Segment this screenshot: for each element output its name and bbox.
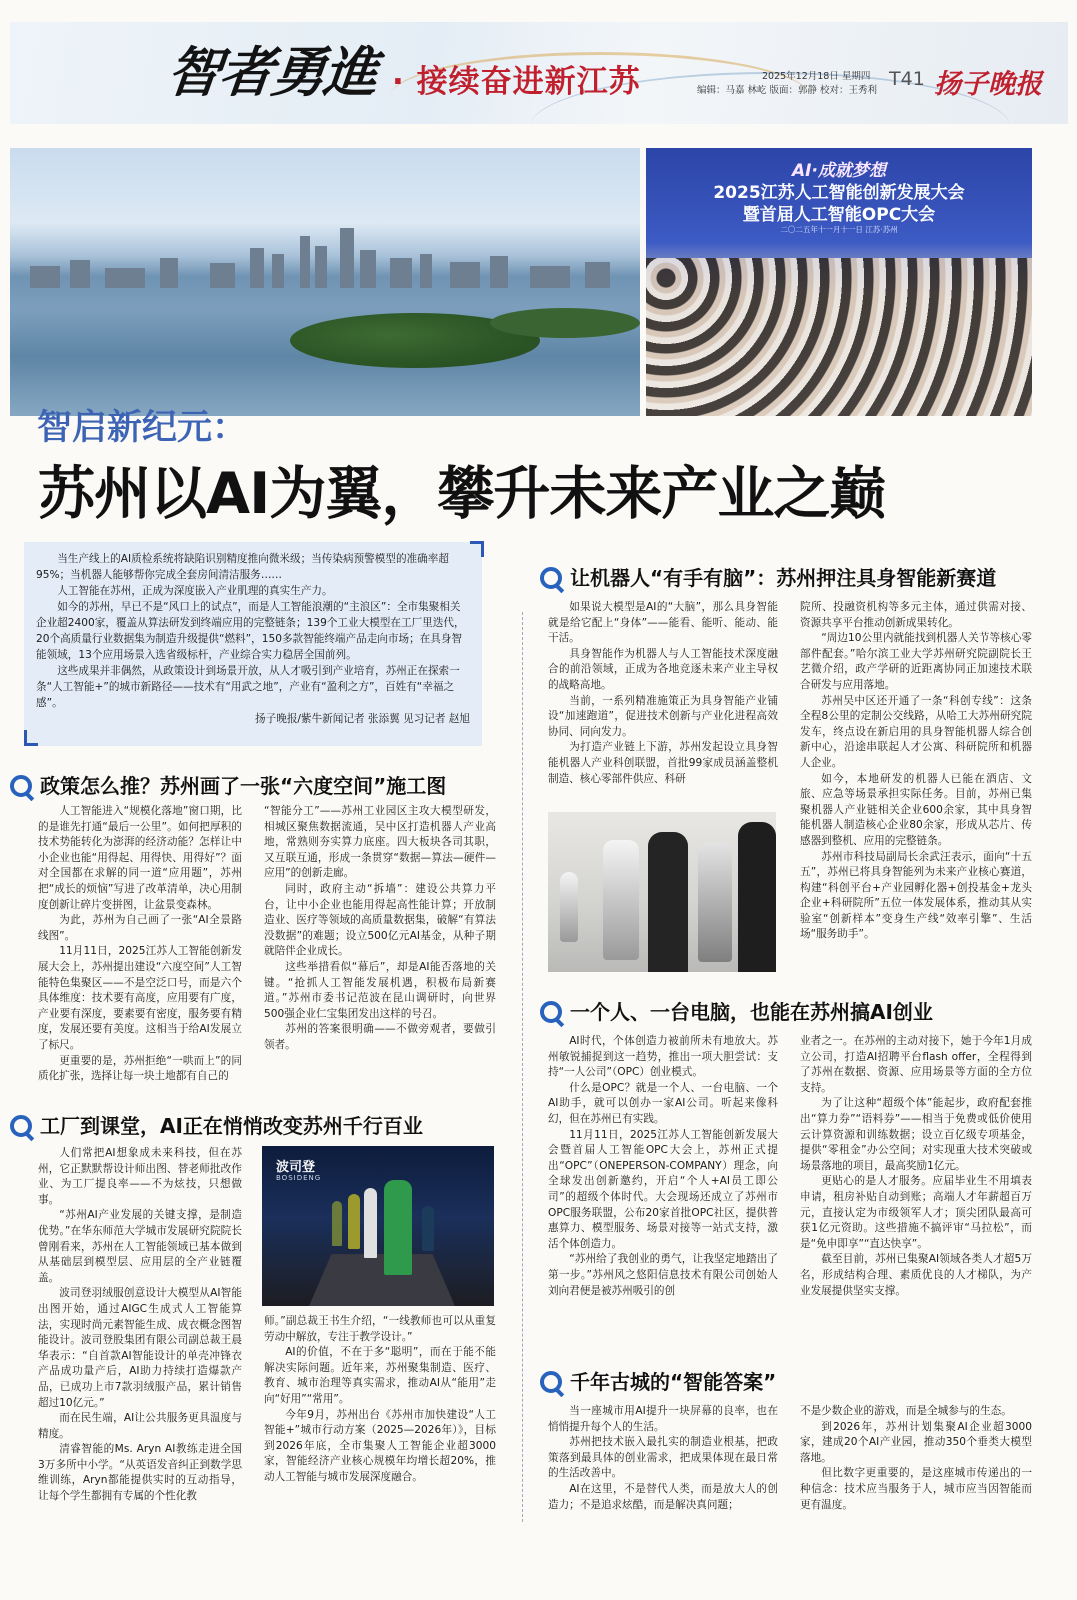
lake-island (490, 308, 640, 338)
robot-figure (603, 840, 639, 960)
section-heading-city (540, 1366, 776, 1395)
section-title: 千年古城的“智能答案” (570, 1370, 777, 1394)
conference-date-line: 二〇二五年十一月十一日 江苏·苏州 (780, 225, 898, 234)
page-number: T41 (889, 68, 925, 90)
issue-date: 2025年12月18日 星期四 (762, 71, 871, 82)
box-corner-ornament (24, 730, 38, 746)
robot-column-1 (548, 600, 778, 808)
policy-column-2 (264, 804, 496, 1094)
magnifier-icon (10, 775, 32, 797)
byline: 扬子晚报/紫牛新闻记者 张添翼 见习记者 赵旭 (255, 713, 470, 725)
conference-title-line2: 暨首届人工智能OPC大会 (742, 205, 936, 225)
paragraph: 如今，本地研发的机器人已能在酒店、文旅、应急等场景承担实际任务。目前，苏州已集聚机器人产业链相关企业600余家，其中具身智能机器人制造核心企业80余家，形成从芯片、传感器到整机、应用的完整链条。 (800, 772, 1032, 847)
paragraph: 什么是OPC？就是一个人、一台电脑、一个AI助手，就可以创办一家AI公司。听起来像科幻，但在苏州已有实践。 (548, 1081, 778, 1125)
section-heading-policy (10, 770, 446, 799)
magnifier-icon (540, 567, 562, 589)
paragraph: 苏州把技术嵌入最扎实的制造业根基，把政策落到最具体的创业需求，把成果体现在最日常的生活改善中。 (548, 1436, 778, 1480)
section-heading-factory (10, 1110, 423, 1139)
audience-crowd (646, 258, 1032, 416)
paragraph: 这些举措看似“幕后”，却是AI能否落地的关键。“抢抓人工智能发展机遇，积极布局新赛道。”苏州市委书记范波在昆山调研时，向世界500强企业仁宝集团发出这样的号召。 (264, 960, 496, 1020)
robot-figure (698, 842, 732, 962)
opc-column-2 (800, 1034, 1032, 1352)
paragraph: 截至目前，苏州已集聚AI领域各类人才超5万名，形成结构合理、素质优良的人才梯队，为产业发展提供坚实支撑。 (800, 1253, 1032, 1297)
paragraph: 苏州的答案很明确——不做旁观者，要做引领者。 (264, 1023, 496, 1051)
conference-title-line1: 2025江苏人工智能创新发展大会 (713, 183, 965, 203)
paragraph: “周边10公里内就能找到机器人关节等核心零部件配套。”哈尔滨工业大学苏州研究院副院长王艺微介绍，政产学研的近距离协同正加速技术联合研发与应用落地。 (800, 632, 1032, 691)
runway-model (364, 1188, 377, 1258)
engineer-figure (648, 832, 688, 972)
paragraph: 但比数字更重要的，是这座城市传递出的一种信念：技术应当服务于人，城市应当因智能而更有温度。 (800, 1467, 1032, 1511)
lead-paragraph-box (24, 542, 482, 746)
brand-logo-latin: BOSIDENG (276, 1174, 322, 1182)
skyline-silhouette (10, 228, 640, 288)
paragraph: 人们常把AI想象成未来科技，但在苏州，它正默默帮设计师出图、替老师批改作业、为工厂提良率——不为炫技，只想做事。 (38, 1147, 242, 1206)
intro-paragraph: 这些成果并非偶然，从政策设计到场景开放，从人才吸引到产业培育，苏州正在探索一条“人工智能+”的城市新路径——技术有“用武之地”，产业有“盈利之方”，百姓有“幸福之感”。 (36, 665, 460, 709)
masthead-calligraphy-title: 智者勇進 (164, 40, 379, 104)
robot-column-2 (800, 600, 1032, 972)
paragraph: 如果说大模型是AI的“大脑”，那么具身智能就是给它配上“身体”——能看、能听、能动、能干活。 (548, 601, 778, 645)
section-title: 让机器人“有手有脑”：苏州押注具身智能新赛道 (570, 566, 997, 590)
paragraph: 人工智能进入“规模化落地”窗口期，比的是谁先打通“最后一公里”。如何把厚积的技术势能转化为澎湃的经济动能？怎样让中小企业也能“用得起、用得快、用得好”？面对全国都在求解的同一道“应用题”，苏州把“成长的烦恼”写进了改革清单，决心用制度创新让碎片变拼图，让盆景变森林。 (38, 805, 242, 911)
paragraph: 苏州市科技局副局长余武汪表示，面向“十五五”，苏州已将具身智能列为未来产业核心赛道，构建“科创平台+产业园孵化器+创投基金+龙头企业+科研院所”五位一体发展体系，推动其从实验室“创新样本”变身生产线“效率引擎”、生活场“服务助手”。 (800, 850, 1032, 941)
brand-logo: 波司登 (276, 1160, 316, 1175)
policy-column-1 (38, 804, 242, 1094)
magnifier-icon (540, 1371, 562, 1393)
paragraph: 而在民生端，AI让公共服务更具温度与精度。 (38, 1412, 242, 1440)
paragraph: 到2026年，苏州计划集聚AI企业超3000家，建成20个AI产业园，推动350个垂类大模型落地。 (800, 1420, 1032, 1464)
masthead (10, 22, 1068, 124)
editor-credits: 编辑：马嘉 林屹 版面：郭静 校对：王秀利 (697, 85, 878, 96)
paragraph: 业者之一。在苏州的主动对接下，她于今年1月成立公司，打造AI招聘平台flash offer，全程得到了苏州在数据、资源、应用场景等方面的全方位支持。 (800, 1035, 1032, 1094)
paragraph: 当前，一系列精准施策正为具身智能产业铺设“加速跑道”，促进技术创新与产业化进程高效协同、同向发力。 (548, 694, 778, 738)
paragraph: 清睿智能的Ms. Aryn AI教练走进全国3万多所中小学。“从英语发音纠正到数学思维训练，Aryn都能提供实时的互动指导，让每个学生都拥有专属的个性化教 (38, 1443, 242, 1503)
factory-column-1 (38, 1146, 242, 1526)
city-column-2 (800, 1404, 1032, 1528)
masthead-subtitle: · 接续奋进新江苏 (392, 64, 641, 100)
runway (308, 1254, 456, 1306)
section-title: 一个人、一台电脑，也能在苏州搞AI创业 (570, 1000, 933, 1024)
paragraph: 当一座城市用AI提升一块屏幕的良率，也在悄悄提升每个人的生活。 (548, 1405, 778, 1433)
headline-kicker: 智启新纪元： (37, 407, 248, 448)
robot-figure (560, 872, 578, 942)
fashion-show-photo (262, 1146, 494, 1306)
paragraph: 为了让这种“超级个体”能起步，政府配套推出“算力券”“语料券”——相当于免费或低价使用云计算资源和训练数据；设立百亿级专项基金，提供“零租金”办公空间；对实现重大技术突破或场景落地的项目，最高奖励1亿元。 (800, 1097, 1032, 1172)
paragraph: 为打造产业链上下游，苏州发起设立具身智能机器人产业科创联盟，首批99家成员涵盖整机制造、核心零部件供应、科研 (548, 741, 778, 785)
paragraph: “智能分工”——苏州工业园区主攻大模型研发，相城区聚焦数据流通，吴中区打造机器人产业高地，常熟则夯实算力底座。四大板块各司其职，又互联互通，形成一条贯穿“数据—算法—硬件—应用”的创新走廊。 (264, 805, 496, 880)
paragraph: “苏州给了我创业的勇气，让我坚定地踏出了第一步。”苏州风之悠阳信息技术有限公司创始人刘向君便是被苏州吸引的创 (548, 1253, 778, 1297)
paragraph: “苏州AI产业发展的关键支撑，是制造优势。”在华东师范大学城市发展研究院院长曾刚看来，苏州在人工智能领域已基本做到从基础层到模型层、应用层的全产业链覆盖。 (38, 1209, 242, 1284)
runway-model (422, 1206, 434, 1251)
paragraph: 具身智能作为机器人与人工智能技术深度融合的前沿领域，正成为各地竞逐未来产业主导权的战略高地。 (548, 647, 778, 691)
main-headline: 苏州以AI为翼，攀升未来产业之巅 (38, 461, 886, 527)
humanoid-robot-photo (548, 812, 776, 972)
city-column-1 (548, 1404, 778, 1528)
intro-paragraph: 如今的苏州，早已不是“风口上的试点”，而是人工智能浪潮的“主浪区”：全市集聚相关企业超2400家，覆盖从算法研发到终端应用的完整链条；139个工业大模型在工厂里迭代，20个高质量行业数据集为制造升级提供“燃料”，150多款智能终端产品走向市场；在具身智能领域，13个应用场景入选省级标杆，产业综合实力稳居全国前列。 (36, 601, 465, 661)
paragraph: 更重要的是，苏州拒绝“一哄而上”的同质化扩张，选择让每一块土地都有自己的 (38, 1054, 242, 1083)
paragraph: 今年9月，苏州出台《苏州市加快建设“人工智能+”城市行动方案（2025—2026年）》，目标到2026年底，全市集聚人工智能企业超3000家，智能经济产业核心规模年均增长超20%，推动人工智能与城市发展深度融合。 (264, 1408, 496, 1483)
suzhou-skyline-photo (10, 148, 640, 416)
paragraph: 更贴心的是人才服务。应届毕业生不用填表申请，租房补贴自动到账；高端人才年薪超百万元，直接认定为市级领军人才；顶尖团队最高可获1亿元资助。这些措施不搞评审“马拉松”，而是“免申即享”“直达快享”。 (800, 1175, 1032, 1250)
paragraph: 苏州吴中区还开通了一条“科创专线”：这条全程8公里的定制公交线路，从哈工大苏州研究院发车，终点设在新启用的具身智能机器人综合创新中心，沿途串联起人才公寓、科研院所和机器人企业。 (800, 694, 1032, 769)
paragraph: 波司登羽绒服创意设计大模型从AI智能出图开始，通过AIGC生成式人工智能算法，实现时尚元素智能生成、成衣概念图智能设计。波司登股集团有限公司副总裁王晨华表示：“自首款AI智能设计的单壳冲锋衣产品成功量产后，AI助力持续打造爆款产品，已成功上市7款羽绒服产品，累计销售超过10亿元。” (38, 1287, 242, 1409)
paragraph: 为此，苏州为自己画了一张“AI全景路线图”。 (38, 914, 242, 942)
paragraph: AI在这里，不是替代人类，而是放大人的创造力；不是追求炫酷，而是解决真问题； (548, 1482, 778, 1511)
conference-photo (646, 148, 1032, 416)
paragraph: 院所、投融资机构等多元主体，通过供需对接、资源共享平台推动创新成果转化。 (800, 601, 1032, 629)
paragraph: 11月11日，2025江苏人工智能创新发展大会上，苏州提出建设“六度空间”人工智能特色集聚区——不是空泛口号，而是六个具体维度：技术要有高度，应用要有广度，产业要有深度，要素要有密度，服务要有精度，发展还要有美度。这相当于给AI发展立了标尺。 (38, 945, 242, 1051)
paragraph: 不是少数企业的游戏，而是全城参与的生态。 (800, 1405, 1012, 1417)
intro-paragraph: 当生产线上的AI质检系统将缺陷识别精度推向微米级；当传染病预警模型的准确率超95%；当机器人能够帮你完成全套房间清洁服务…… (36, 553, 449, 581)
column-divider (522, 612, 523, 1522)
paragraph: 同时，政府主动“拆墙”：建设公共算力平台，让中小企业也能用得起高性能计算；开放制造业、医疗等领域的高质量数据集，破解“有算法没数据”的难题；设立500亿元AI基金，从种子期就陪伴企业成长。 (264, 882, 496, 958)
opc-column-1 (548, 1034, 778, 1352)
magnifier-icon (540, 1001, 562, 1023)
section-heading-robot (540, 562, 996, 591)
runway-model (332, 1201, 342, 1246)
factory-column-2 (264, 1314, 496, 1524)
runway-model (348, 1194, 360, 1249)
conference-slogan: AI·成就梦想 (792, 161, 886, 181)
paragraph: AI时代，个体创造力被前所未有地放大。苏州敏锐捕捉到这一趋势，推出一项大胆尝试：支持“一人公司”（OPC）创业模式。 (548, 1035, 778, 1079)
paragraph: AI的价值，不在于多“聪明”，而在于能不能解决实际问题。近年来，苏州聚集制造、医疗、教育、城市治理等真实需求，推动AI从“能用”走向“好用”“常用”。 (264, 1346, 496, 1405)
runway-model (384, 1180, 412, 1275)
paragraph: 师。”副总裁王书生介绍，“一线教师也可以从重复劳动中解放，专注于教学设计。” (264, 1315, 496, 1343)
engineer-figure (738, 822, 776, 972)
section-heading-opc (540, 996, 933, 1025)
section-title: 工厂到课堂，AI正在悄悄改变苏州千行百业 (40, 1114, 423, 1138)
paragraph: 11月11日，2025江苏人工智能创新发展大会暨首届人工智能OPC大会上，苏州正式提出“OPC”（ONEPERSON-COMPANY）理念，向全球发出创新邀约，开启“个人+AI员工即公司”的超级个体时代。大会现场还成立了苏州市OPC服务联盟，公布20家首批OPC社区，提供普惠算力、模型服务、场景对接等一站式支持，激活个体创造力。 (548, 1128, 778, 1250)
box-corner-ornament (470, 541, 484, 557)
section-title: 政策怎么推？苏州画了一张“六度空间”施工图 (40, 774, 447, 798)
magnifier-icon (10, 1115, 32, 1137)
intro-paragraph: 人工智能在苏州，正成为深度嵌入产业肌理的真实生产力。 (57, 585, 333, 597)
newspaper-logo: 扬子晚报 (934, 69, 1042, 100)
